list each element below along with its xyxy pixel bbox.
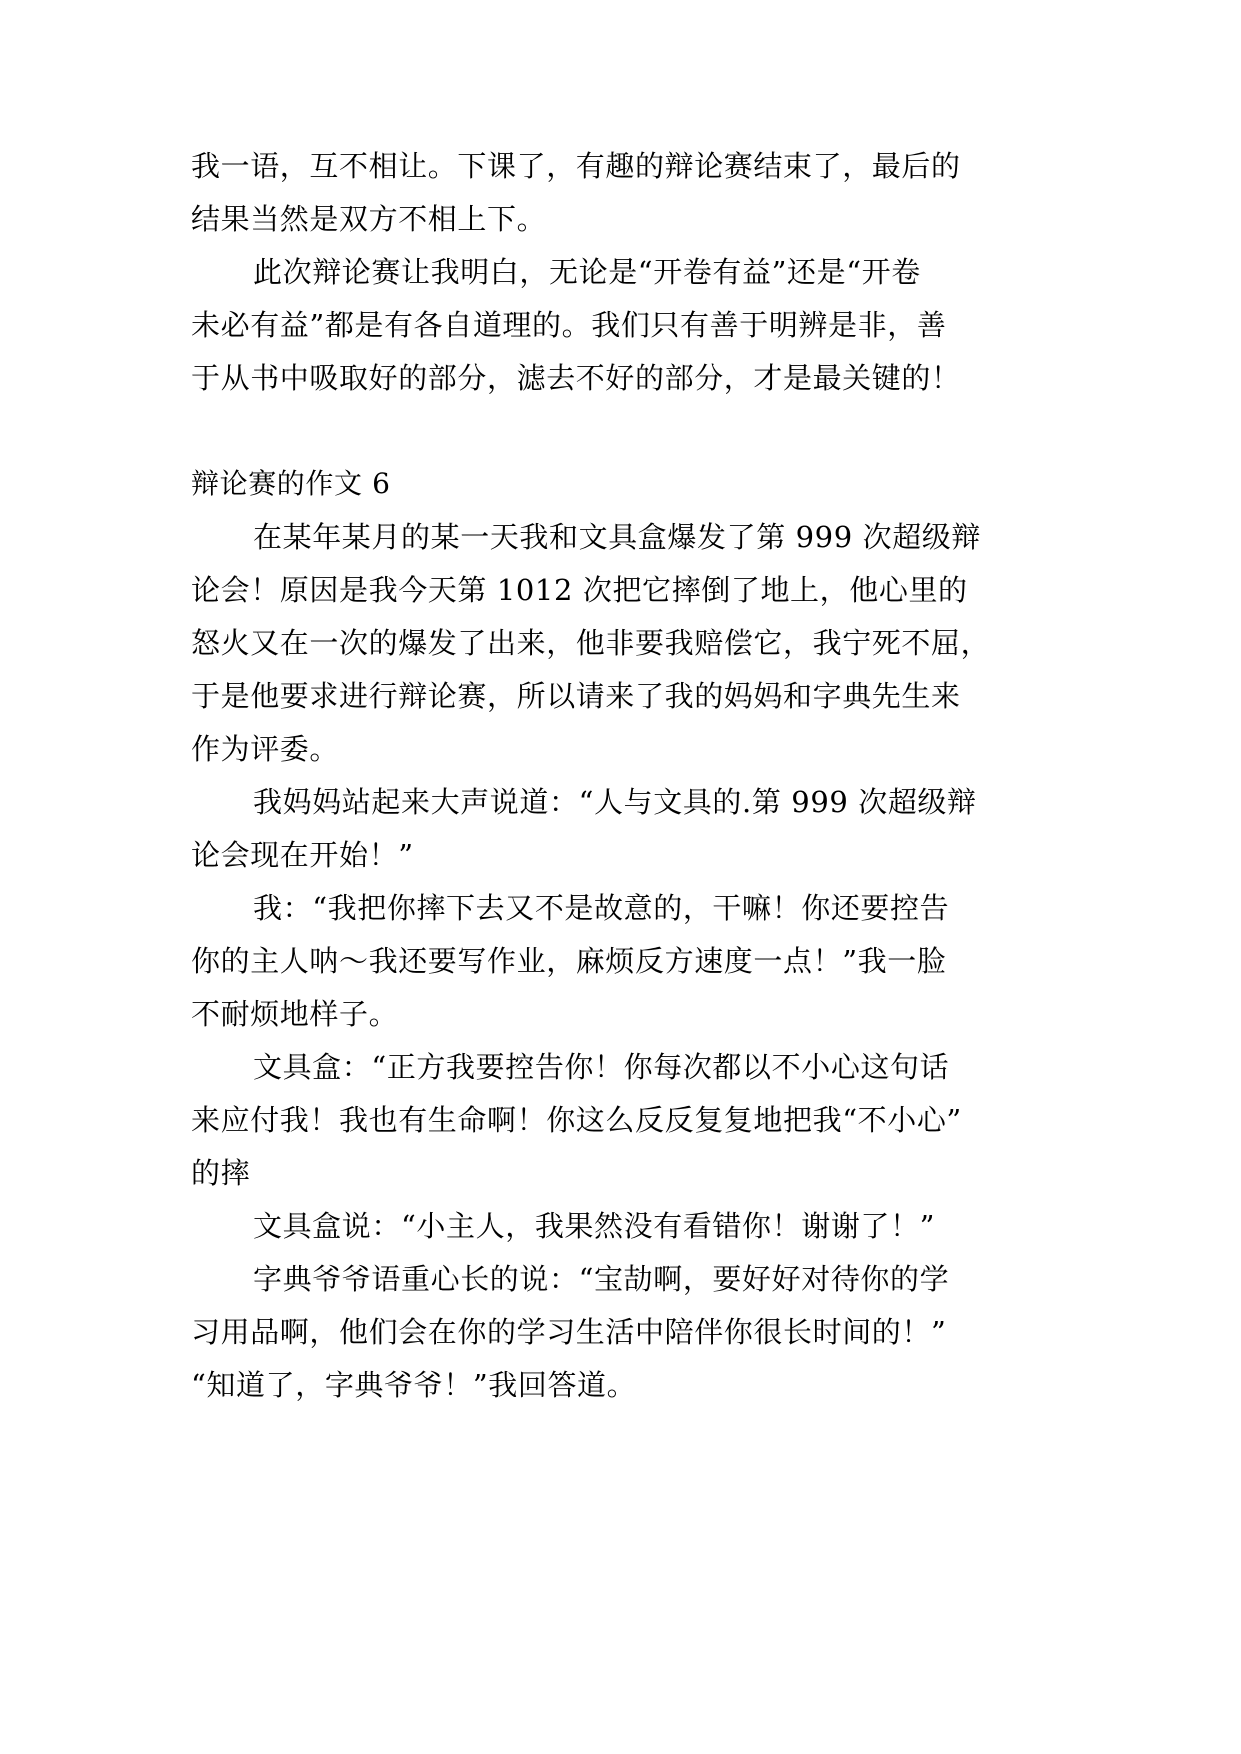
paragraph-first-line: 我妈妈站起来大声说道：“人与文具的.第 999 次超级辩 bbox=[253, 785, 977, 819]
paragraph-first-line: 文具盒：“正方我要控告你！你每次都以不小心这句话 bbox=[253, 1050, 950, 1084]
section-title: 辩论赛的作文 6 bbox=[191, 467, 391, 500]
paragraph-first-line: 字典爷爷语重心长的说：“宝劼啊，要好好对待你的学 bbox=[253, 1262, 950, 1296]
paragraph-first-line: 此次辩论赛让我明白，无论是“开卷有益”还是“开卷 bbox=[253, 255, 921, 289]
text-line: 的摔 bbox=[191, 1156, 251, 1190]
paragraph-first-line: 在某年某月的某一天我和文具盒爆发了第 999 次超级辩 bbox=[253, 520, 981, 554]
text-line: “知道了，字典爷爷！”我回答道。 bbox=[191, 1368, 637, 1402]
text-line: 你的主人呐～我还要写作业，麻烦反方速度一点！”我一脸 bbox=[191, 944, 947, 978]
text-line: 于从书中吸取好的部分，滤去不好的部分，才是最关键的！ bbox=[191, 361, 961, 395]
text-line: 来应付我！我也有生命啊！你这么反反复复地把我“不小心” bbox=[191, 1103, 962, 1137]
text-line: 未必有益”都是有各自道理的。我们只有善于明辨是非，善 bbox=[191, 308, 947, 342]
text-line: 作为评委。 bbox=[191, 732, 340, 766]
text-line: 怒火又在一次的爆发了出来，他非要我赔偿它，我宁死不屈， bbox=[191, 626, 991, 660]
text-line: 结果当然是双方不相上下。 bbox=[191, 202, 547, 236]
text-line: 不耐烦地样子。 bbox=[191, 997, 399, 1031]
text-line: 论会！原因是我今天第 1012 次把它摔倒了地上，他心里的 bbox=[191, 573, 968, 607]
text-line: 论会现在开始！” bbox=[191, 838, 414, 872]
text-line: 习用品啊，他们会在你的学习生活中陪伴你很长时间的！” bbox=[191, 1315, 947, 1349]
paragraph-first-line: 文具盒说：“小主人，我果然没有看错你！谢谢了！” bbox=[253, 1209, 936, 1243]
paragraph-first-line: 我：“我把你摔下去又不是故意的，干嘛！你还要控告 bbox=[253, 891, 950, 925]
text-line: 我一语，互不相让。下课了，有趣的辩论赛结束了，最后的 bbox=[191, 149, 961, 183]
text-line: 于是他要求进行辩论赛，所以请来了我的妈妈和字典先生来 bbox=[191, 679, 961, 713]
